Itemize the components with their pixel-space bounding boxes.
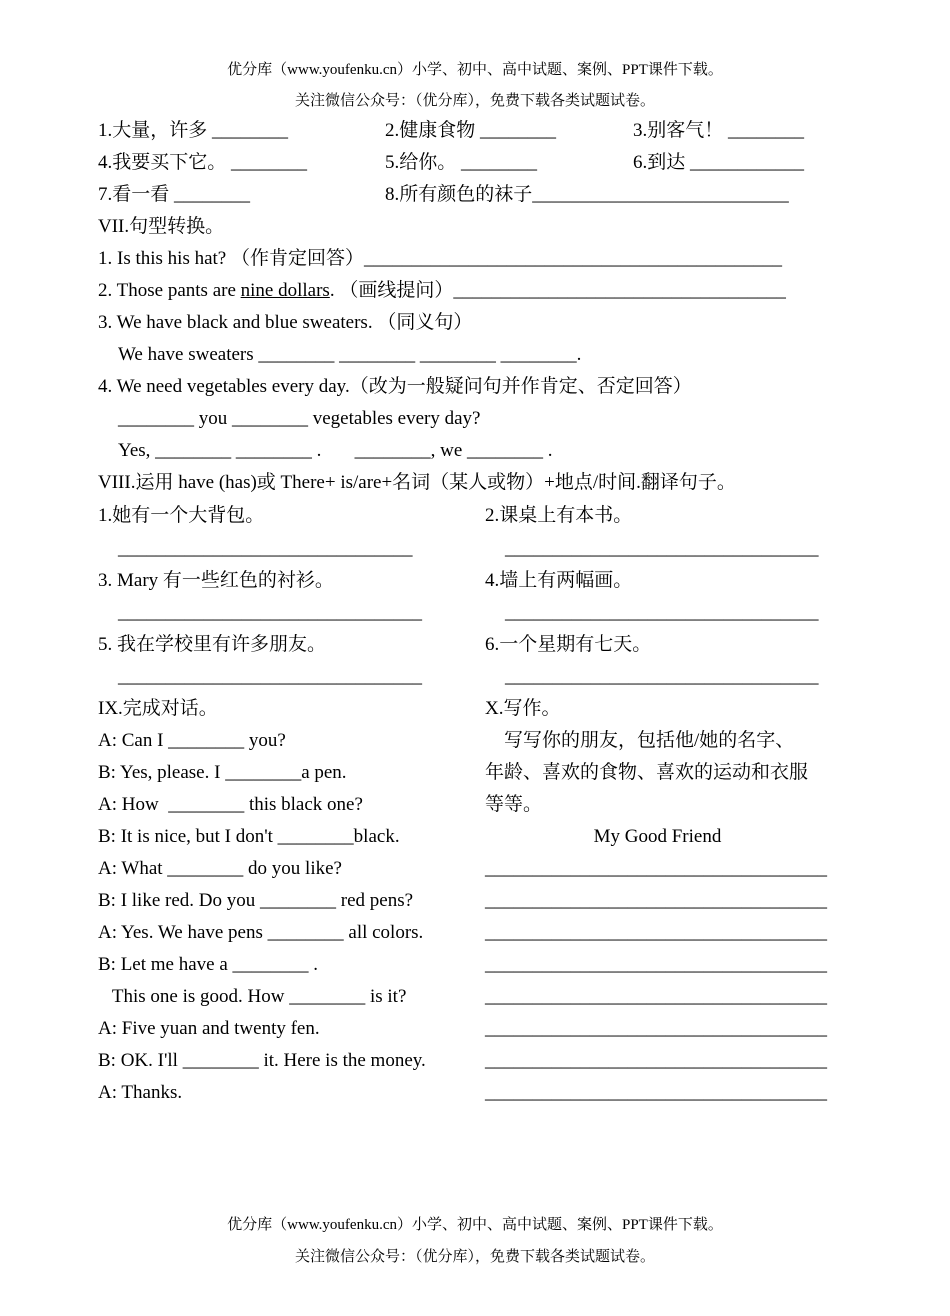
footer-line-1: 优分库（www.youfenku.cn）小学、初中、高中试题、案例、PPT课件下载。	[227, 1217, 723, 1233]
section-7-q4-line2: Yes, ________ ________ . ________, we ________ .	[118, 440, 553, 461]
s8-line-3: ________________________________	[118, 602, 422, 623]
footer-line-2: 关注微信公众号：（优分库），免费下载各类试题试卷。	[294, 1249, 655, 1265]
write-line-4: ____________________________________	[485, 954, 827, 975]
q2-underlined: nine dollars	[240, 280, 330, 301]
q2-pre: 2. Those pants are	[98, 280, 241, 301]
s8-item-5: 5. 我在学校里有许多朋友。	[98, 634, 327, 655]
dialog-line-11: B: OK. I'll ________ it. Here is the money.	[98, 1050, 426, 1071]
section-8-title: VIII.运用 have (has)或 There+ is/are+名词（某人或物）+地点/时间.翻译句子。	[98, 472, 736, 493]
q2-post: . （画线提问）___________________________________	[329, 280, 786, 301]
header-line-2: 关注微信公众号：（优分库），免费下载各类试题试卷。	[294, 93, 655, 109]
vocab-3: 3.别客气！ ________	[633, 120, 805, 141]
section-9-title: IX.完成对话。	[98, 698, 218, 719]
vocab-6: 6.到达 ____________	[633, 152, 805, 173]
dialog-line-10: A: Five yuan and twenty fen.	[98, 1018, 320, 1039]
writing-prompt-3: 等等。	[485, 794, 543, 815]
section-7-title: VII.句型转换。	[98, 216, 225, 237]
dialog-line-1: A: Can I ________ you?	[98, 730, 286, 751]
write-line-3: ____________________________________	[485, 922, 827, 943]
s8-item-6: 6.一个星期有七天。	[485, 634, 652, 655]
s8-line-2: _________________________________	[505, 538, 819, 559]
s8-line-6: _________________________________	[505, 666, 819, 687]
dialog-line-8: B: Let me have a ________ .	[98, 954, 319, 975]
write-line-6: ____________________________________	[485, 1018, 827, 1039]
writing-prompt-2: 年龄、喜欢的食物、喜欢的运动和衣服	[485, 762, 809, 783]
section-7-q4: 4. We need vegetables every day.（改为一般疑问句并作肯定、否定回答）	[98, 376, 692, 397]
s8-line-1: _______________________________	[118, 538, 413, 559]
dialog-line-3: A: How ________ this black one?	[98, 794, 363, 815]
dialog-line-7: A: Yes. We have pens ________ all colors.	[98, 922, 424, 943]
vocab-8: 8.所有颜色的袜子___________________________	[385, 184, 789, 205]
dialog-line-9: This one is good. How ________ is it?	[98, 986, 407, 1007]
essay-title: My Good Friend	[593, 826, 722, 847]
vocab-1: 1.大量，许多 ________	[98, 120, 289, 141]
writing-prompt-1: 写写你的朋友，包括他/她的名字、	[485, 730, 795, 751]
write-line-5: ____________________________________	[485, 986, 827, 1007]
vocab-5: 5.给你。 ________	[385, 152, 538, 173]
header-line-1: 优分库（www.youfenku.cn）小学、初中、高中试题、案例、PPT课件下载。	[227, 62, 723, 78]
section-7-q1: 1. Is this his hat? （作肯定回答）____________________________________________	[98, 248, 782, 269]
write-line-8: ____________________________________	[485, 1082, 827, 1103]
vocab-7: 7.看一看 ________	[98, 184, 251, 205]
s8-item-1: 1.她有一个大背包。	[98, 505, 265, 526]
dialog-line-4: B: It is nice, but I don't ________black.	[98, 826, 400, 847]
s8-item-4: 4.墙上有两幅画。	[485, 570, 633, 591]
section-10-title: X.写作。	[485, 698, 561, 719]
section-7-q3: 3. We have black and blue sweaters. （同义句）	[98, 312, 473, 333]
dialog-line-5: A: What ________ do you like?	[98, 858, 342, 879]
dialog-line-2: B: Yes, please. I ________a pen.	[98, 762, 347, 783]
write-line-7: ____________________________________	[485, 1050, 827, 1071]
dialog-line-6: B: I like red. Do you ________ red pens?	[98, 890, 414, 911]
vocab-2: 2.健康食物 ________	[385, 120, 557, 141]
s8-item-2: 2.课桌上有本书。	[485, 505, 633, 526]
dialog-line-12: A: Thanks.	[98, 1082, 183, 1103]
section-7-q2	[98, 279, 786, 303]
s8-line-4: _________________________________	[505, 602, 819, 623]
vocab-4: 4.我要买下它。 ________	[98, 152, 308, 173]
section-7-q4-line1: ________ you ________ vegetables every day?	[118, 408, 481, 429]
s8-item-3: 3. Mary 有一些红色的衬衫。	[98, 570, 334, 591]
write-line-2: ____________________________________	[485, 890, 827, 911]
write-line-1: ____________________________________	[485, 858, 827, 879]
s8-line-5: ________________________________	[118, 666, 422, 687]
section-7-q3-line: We have sweaters ________ ________ ________ ________.	[118, 344, 582, 365]
